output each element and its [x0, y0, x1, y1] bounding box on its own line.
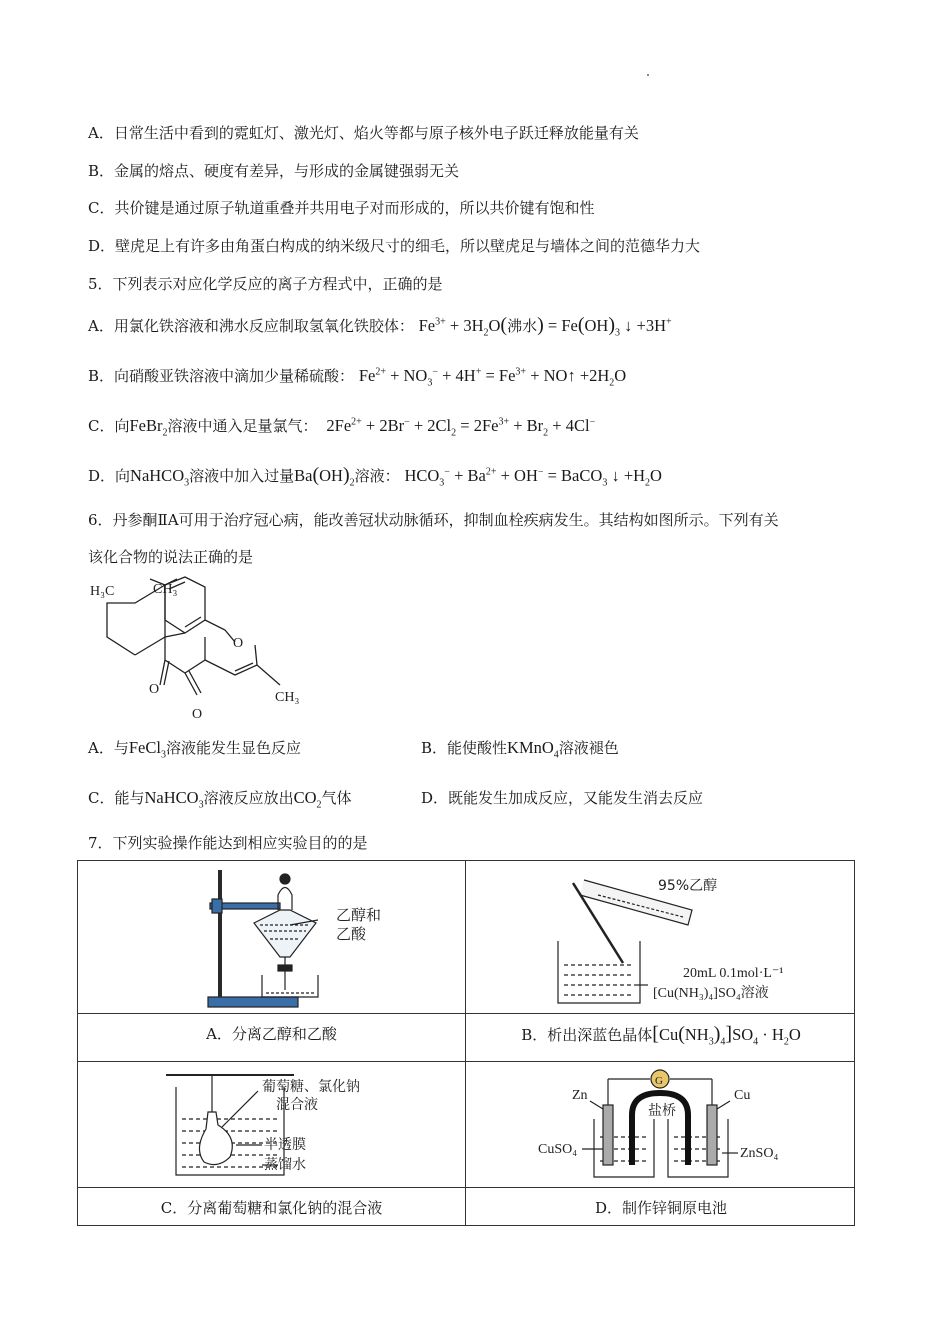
q5-option-d	[88, 464, 662, 489]
q5-option-d-equation: $HCO_3^- + Ba^{2+} + OH^-$ = BaCO$_3$ ↓ $+H_2O$	[404, 466, 662, 489]
dialysis-figure	[158, 1067, 458, 1185]
q5-option-c	[88, 416, 596, 439]
mixture-label: 混合液	[276, 1097, 318, 1113]
zinc-electrode-label: Zn	[572, 1088, 588, 1103]
q5-option-d-pre: D．向	[88, 467, 131, 485]
q6-option-a-post: 溶液能发生显色反应	[165, 739, 301, 757]
q7-caption-a: A．分离乙醇和乙酸	[206, 1025, 337, 1043]
stray-dot	[647, 74, 649, 76]
q5-stem: 5．下列表示对应化学反应的离子方程式中，正确的是	[88, 275, 443, 293]
q5-option-b-equation: $Fe^{2+} + NO_3^- + 4H^+ = Fe^{3+}$ + NO↑ $+2H_2O$	[358, 366, 627, 389]
q6-option-b	[421, 738, 619, 761]
q5-option-b	[88, 366, 627, 389]
q4-option-c: C．共价键是通过原子轨道重叠并共用电子对而形成的，所以共价键有饱和性	[88, 199, 595, 217]
tanshinone-structure	[85, 575, 315, 725]
q7-caption-b	[466, 1023, 856, 1046]
q6-option-c-mid: 溶液反应放出	[203, 789, 294, 807]
solution-concentration-label: 20mL 0.1mol·L⁻¹	[683, 966, 784, 981]
copper-electrode-label: Cu	[734, 1088, 751, 1103]
q5-option-a	[88, 314, 672, 339]
distilled-water-label: 蒸馏水	[264, 1157, 306, 1173]
q6-stem-line2: 该化合物的说法正确的是	[88, 548, 254, 566]
crystallization-figure	[528, 865, 858, 1011]
cuso4-label: CuSO₄	[538, 1142, 578, 1157]
q5-option-d-mid2: 溶液：	[354, 467, 400, 485]
q7-caption-c: C．分离葡萄糖和氯化钠的混合液	[160, 1199, 383, 1217]
struct-furan-o-label: O	[233, 636, 244, 651]
q6-option-c	[88, 788, 352, 811]
q4-option-d: D．壁虎足上有许多由角蛋白构成的纳米级尺寸的细毛，所以壁虎足与墙体之间的范德华力大	[88, 237, 701, 255]
struct-h3c-label: H₃C	[90, 584, 115, 599]
kmno4-formula: KMnO$_4$	[507, 738, 559, 761]
struct-carbonyl-o1-label: O	[149, 682, 160, 697]
salt-bridge-label: 盐桥	[648, 1103, 676, 1119]
q6-option-c-post: 气体	[321, 789, 352, 807]
q4-option-a: A．日常生活中看到的霓虹灯、激光灯、焰火等都与原子核外电子跃迁释放能量有关	[88, 124, 639, 142]
baoh2-formula: $Ba(OH)_2$	[294, 464, 355, 489]
crystal-formula: $[Cu(NH_3)_4]SO_4 \cdot H_2O$	[652, 1023, 801, 1048]
q6-option-a-pre: A．与	[88, 739, 129, 757]
table-divider-1	[78, 1013, 854, 1014]
ethanol-95-label: 95%乙醇	[658, 878, 718, 894]
znso4-label: ZnSO₄	[740, 1146, 779, 1161]
funnel-mixture-text: 乙醇和乙酸	[336, 906, 382, 943]
fecl3-formula: FeCl$_3$	[128, 738, 166, 761]
membrane-label: 半透膜	[264, 1137, 306, 1153]
q6-option-b-post: 溶液褪色	[558, 739, 619, 757]
nahco3-formula: NaHCO$_3$	[130, 466, 190, 489]
q4-option-b: B．金属的熔点、硬度有差异，与形成的金属键强弱无关	[88, 162, 460, 180]
q5-option-a-equation: $Fe^{3+} + 3H_2O$(沸水) = $Fe(OH)_3$ ↓ +3H+	[418, 314, 672, 339]
q7-stem: 7．下列实验操作能达到相应实验目的的是	[88, 834, 368, 852]
q6-option-a	[88, 738, 301, 761]
complex-solution-label: [Cu(NH₃)₄]SO₄溶液	[653, 986, 769, 1001]
q7-caption-b-text: B．析出深蓝色晶体	[521, 1026, 653, 1044]
boiling-water-label: 沸水	[507, 317, 538, 335]
nahco3-formula-q6: NaHCO$_3$	[144, 788, 204, 811]
q5-option-c-pre: C．向	[88, 417, 130, 435]
galvanic-cell-figure	[528, 1065, 858, 1185]
q5-option-c-equation: $2Fe^{2+} + 2Br^- + 2Cl_2 = 2Fe^{3+} + Br_2 + 4Cl^-$	[322, 416, 596, 439]
struct-ch3-label: CH₃	[153, 582, 178, 597]
q6-option-d: D．既能发生加成反应，又能发生消去反应	[421, 789, 704, 807]
glucose-salt-label: 葡萄糖、氯化钠	[262, 1079, 360, 1095]
struct-carbonyl-o2-label: O	[192, 707, 203, 722]
q6-option-b-pre: B．能使酸性	[421, 739, 508, 757]
q6-stem-line1: 6．丹参酮ⅡA可用于治疗冠心病，能改善冠状动脉循环，抑制血栓疾病发生。其结构如图所示。下列有关	[88, 511, 779, 529]
q5-option-c-mid: 溶液中通入足量氯气：	[167, 417, 318, 435]
galvanometer-label: G	[655, 1075, 663, 1087]
struct-ch3b-label: CH₃	[275, 690, 300, 705]
table-divider-2	[78, 1061, 854, 1062]
febr2-formula: FeBr$_2$	[129, 416, 168, 439]
co2-formula: $CO_2$	[293, 788, 322, 811]
q7-caption-d: D．制作锌铜原电池	[594, 1199, 728, 1217]
table-divider-3	[78, 1187, 854, 1188]
q7-table	[77, 860, 855, 1226]
q6-option-c-pre: C．能与	[88, 789, 145, 807]
q5-option-d-mid1: 溶液中加入过量	[189, 467, 295, 485]
q5-option-b-text: B．向硝酸亚铁溶液中滴加少量稀硫酸：	[88, 367, 355, 385]
q5-option-a-text: A．用氯化铁溶液和沸水反应制取氢氧化铁胶体：	[88, 317, 414, 335]
